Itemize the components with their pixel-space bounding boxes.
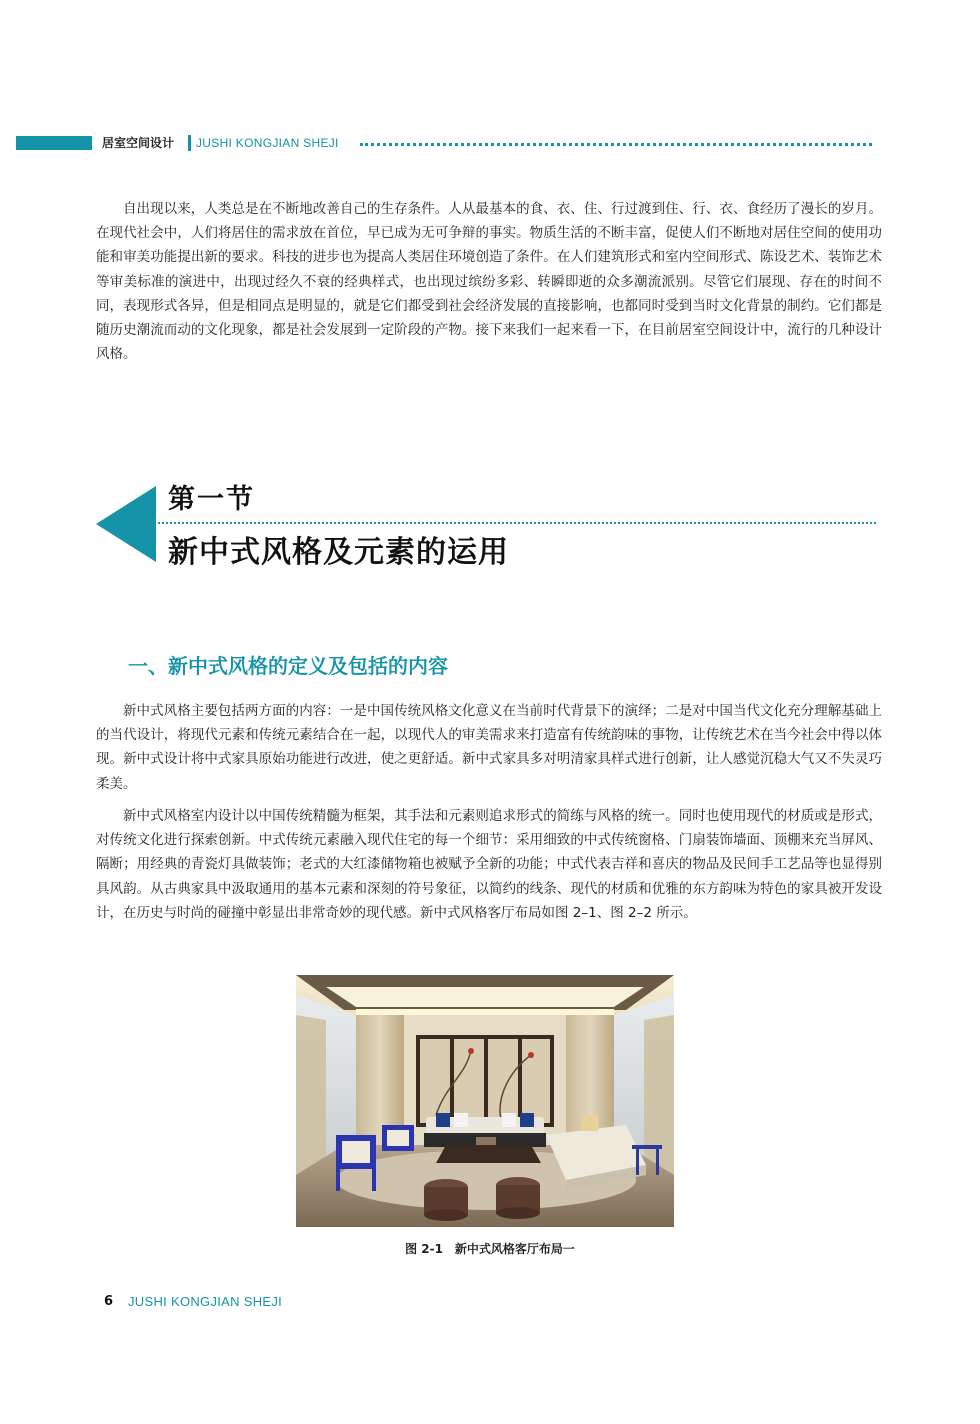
section-number: 第一节 — [168, 484, 255, 515]
header-dotted-rule — [360, 143, 872, 146]
section-triangle-marker — [96, 486, 156, 562]
header-accent-bar — [16, 136, 92, 150]
subheading: 一、新中式风格的定义及包括的内容 — [128, 654, 448, 678]
section-dotted-rule — [158, 522, 876, 524]
running-header-pinyin: JUSHI KONGJIAN SHEJI — [196, 136, 339, 150]
running-footer: JUSHI KONGJIAN SHEJI — [128, 1294, 283, 1309]
header-separator — [188, 135, 191, 151]
running-header-title: 居室空间设计 — [102, 136, 175, 150]
section-title: 新中式风格及元素的运用 — [168, 535, 509, 570]
body-paragraph-1: 新中式风格主要包括两方面的内容：一是中国传统风格文化意义在当前时代背景下的演绎；二是对中国当代文化充分理解基础上的当代设计，将现代元素和传统元素结合在一起，以现代人的审美需求来打造富有传统韵味的事物，让传统艺术在当今社会中得以体现。新中式设计将中式家具原始功能进行改进，使之更舒适。新中式家具多对明清家具样式进行创新，让人感觉沉稳大气又不失灵巧柔美。 — [96, 703, 882, 792]
intro-paragraph: 自出现以来，人类总是在不断地改善自己的生存条件。人从最基本的食、衣、住、行过渡到住、行、衣、食经历了漫长的岁月。在现代社会中，人们将居住的需求放在首位，早已成为无可争辩的事实。物质生活的不断丰富，促使人们不断地对居住空间的使用功能和审美功能提出新的要求。科技的进步也为提高人类居住环境创造了条件。在人们建筑形式和室内空间形式、陈设艺术、装饰艺术等审美标准的演进中，出现过经久不衰的经典样式，也出现过缤纷多彩、转瞬即逝的众多潮流派别。尽管它们展现、存在的时间不同，表现形式各异，但是相同点是明显的，就是它们都受到社会经济发展的直接影响，也都同时受到当时文化背景的制约。它们都是随历史潮流而动的文化现象，都是社会发展到一定阶段的产物。接下来我们一起来看一下，在目前居室空间设计中，流行的几种设计风格。 — [96, 201, 882, 363]
living-room-photo — [296, 975, 674, 1227]
figure-caption: 图 2-1 新中式风格客厅布局一 — [405, 1242, 575, 1256]
page-number: 6 — [104, 1294, 114, 1309]
body-paragraph-2: 新中式风格室内设计以中国传统精髓为框架，其手法和元素则追求形式的简练与风格的统一。同时也使用现代的材质或是形式，对传统文化进行探索创新。中式传统元素融入现代住宅的每一个细节：采用细致的中式传统窗格、门扇装饰墙面、顶棚来充当屏风、隔断；用经典的青瓷灯具做装饰；老式的大红漆储物箱也被赋予全新的功能；中式代表吉祥和喜庆的物品及民间手工艺品等也显得别具风韵。从古典家具中汲取通用的基本元素和深刻的符号象征，以简约的线条、现代的材质和优雅的东方韵味为特色的家具被开发设计，在历史与时尚的碰撞中彰显出非常奇妙的现代感。新中式风格客厅布局如图 2–1、图 2–2 所示。 — [96, 808, 882, 921]
